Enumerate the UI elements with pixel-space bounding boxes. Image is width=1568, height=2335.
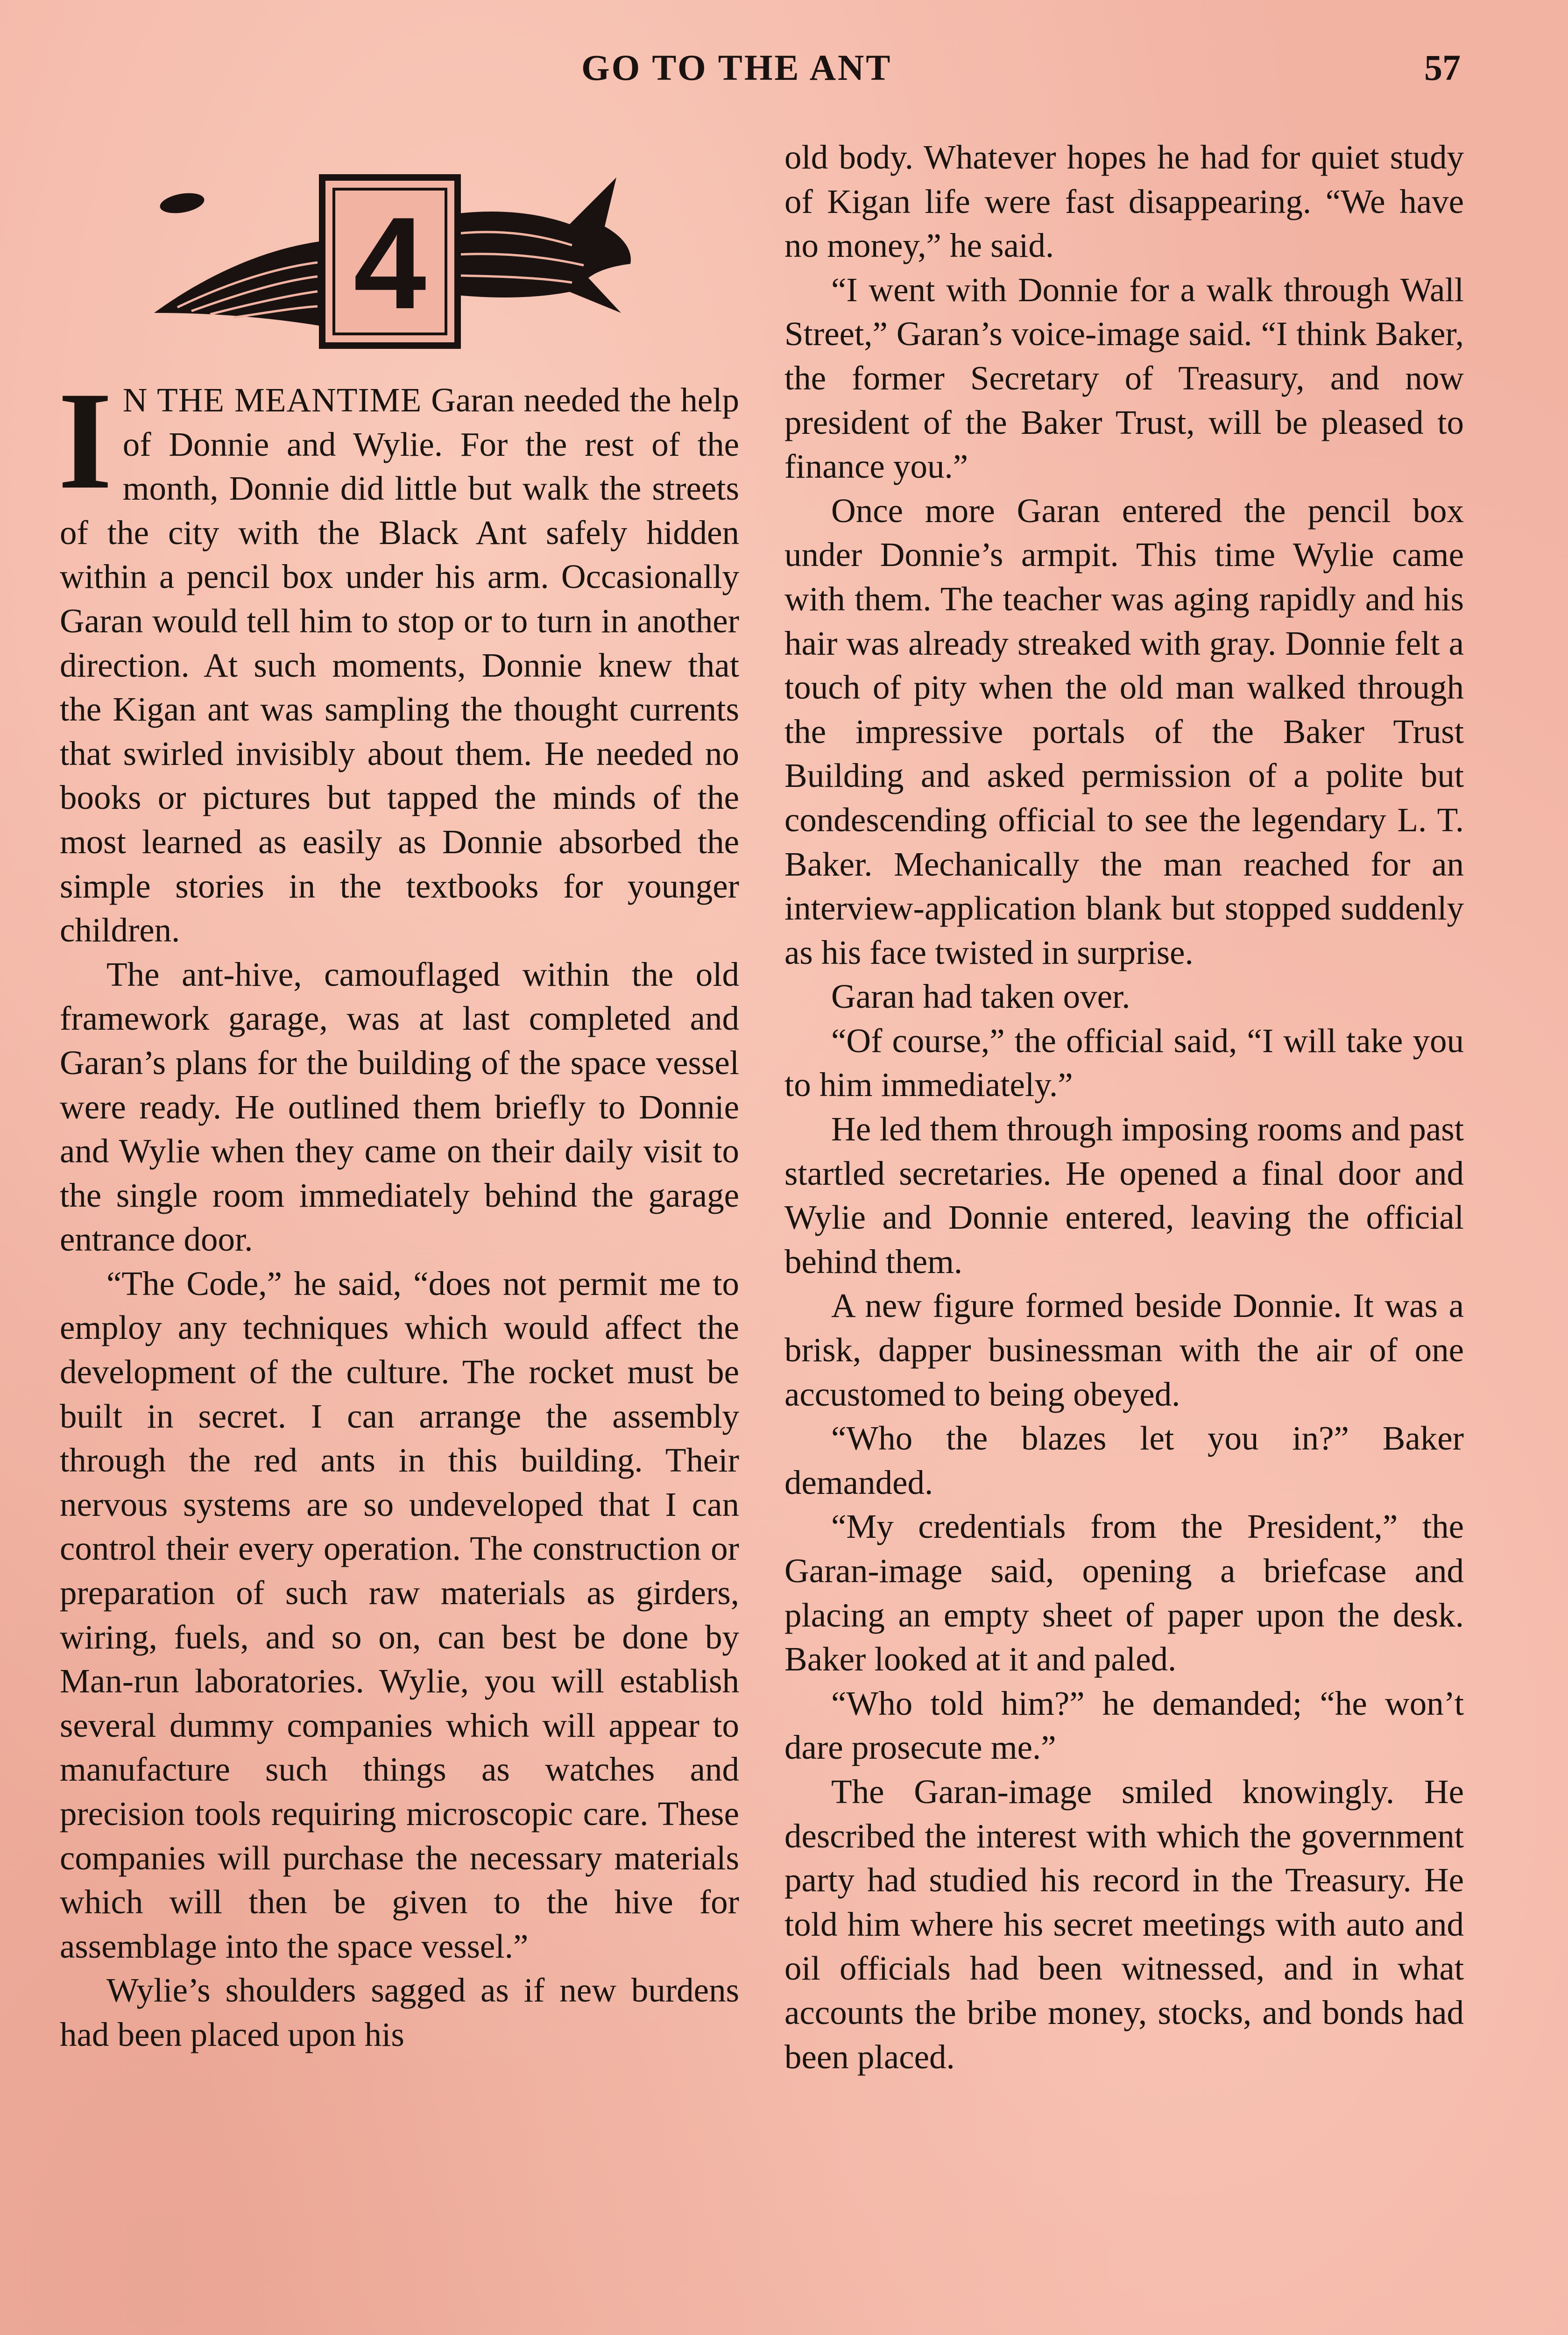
chapter-number: 4 [353, 191, 426, 336]
paragraph: Once more Garan entered the pencil box under Donnie’s armpit. This time Wylie came with them. The teacher was aging rapidly and his hair was already streaked with gray. Donnie felt a touch of pity when the old man walked through the impressive portals of the Baker Trust Building and asked permission of a polite but condescending official to see the legendary L. T. Baker. Mechanically the man reached for an interview-application blank but stopped suddenly as his face twisted in surprise. [784, 491, 1464, 971]
rocket-chapter-emblem-icon [149, 159, 635, 364]
running-head [0, 47, 1568, 103]
left-column [58, 363, 739, 2057]
drop-cap: I [58, 363, 113, 518]
paragraph: old body. Whatever hopes he had for quiet study of Kigan life were fast disappearing. “We have no money,” he said. [784, 138, 1464, 265]
paragraph: Garan had taken over. [831, 977, 1130, 1016]
paragraph: Wylie’s shoulders sagged as if new burdens had been placed upon his [60, 1971, 739, 2053]
paragraph: “Who told him?” he demanded; “he won’t dare prosecute me.” [784, 1684, 1464, 1767]
paragraph: “Who the blazes let you in?” Baker demanded. [784, 1419, 1464, 1501]
paragraph: He led them through imposing rooms and past startled secretaries. He opened a final door and Wylie and Donnie entered, leaving the official behind them. [784, 1110, 1464, 1281]
paragraph [58, 363, 739, 953]
right-column [784, 135, 1464, 2079]
page-number: 57 [1424, 47, 1461, 88]
paragraph: “My credentials from the President,” the Garan-image said, opening a briefcase and placing an empty sheet of paper upon the desk. Baker looked at it and paled. [784, 1507, 1464, 1678]
paragraph: The ant-hive, camouflaged within the old framework garage, was at last completed and Garan’s plans for the building of the space vessel were ready. He outlined them briefly to Donnie and Wylie when they came on their daily visit to the single room immediately behind the garage entrance door. [60, 955, 739, 1259]
lead-words: N THE MEANTIME [122, 381, 422, 419]
paragraph: “Of course,” the official said, “I will take you to him immediately.” [784, 1021, 1464, 1104]
paragraph: “The Code,” he said, “does not permit me to employ any techniques which would affect the development of the culture. The rocket must be built in secret. I can arrange the assembly through the red ants in this building. Their nervous systems are so undeveloped that I can control their every operation. The construction or preparation of such raw materials as girders, wiring, fuels, and so on, can best be done by Man-run laboratories. Wylie, you will establish several dummy companies which will appear to manufacture such things as watches and precision tools requiring microscopic care. These companies will purchase the necessary materials which will then be given to the hive for assemblage into the space vessel.” [60, 1264, 739, 1965]
chapter-emblem [149, 159, 635, 364]
paragraph: “I went with Donnie for a walk through Wall Street,” Garan’s voice-image said. “I think Baker, the former Secretary of Treasury, and now president of the Baker Trust, will be pleased to finance you.” [784, 270, 1464, 486]
paragraph: A new figure formed beside Donnie. It was a brisk, dapper businessman with the air of one accustomed to being obeyed. [784, 1287, 1464, 1413]
running-title: GO TO THE ANT [581, 47, 892, 88]
paragraph: The Garan-image smiled knowingly. He described the interest with which the government party had studied his record in the Treasury. He told him where his secret meetings with auto and oil officials had been witnessed, and in what accounts the bribe money, stocks, and bonds had been placed. [784, 1772, 1464, 2076]
paragraph-text: Garan needed the help of Donnie and Wylie. For the rest of the month, Donnie did little but walk the streets of the city with the Black Ant safely hidden within a pencil box under his arm. Occasionally Garan would tell him to stop or to turn in another direction. At such moments, Donnie knew that the Kigan ant was sampling the thought currents that swirled invisibly about them. He needed no books or pictures but tapped the minds of the most learned as easily as Donnie absorbed the simple stories in the textbooks for younger children. [60, 381, 739, 949]
